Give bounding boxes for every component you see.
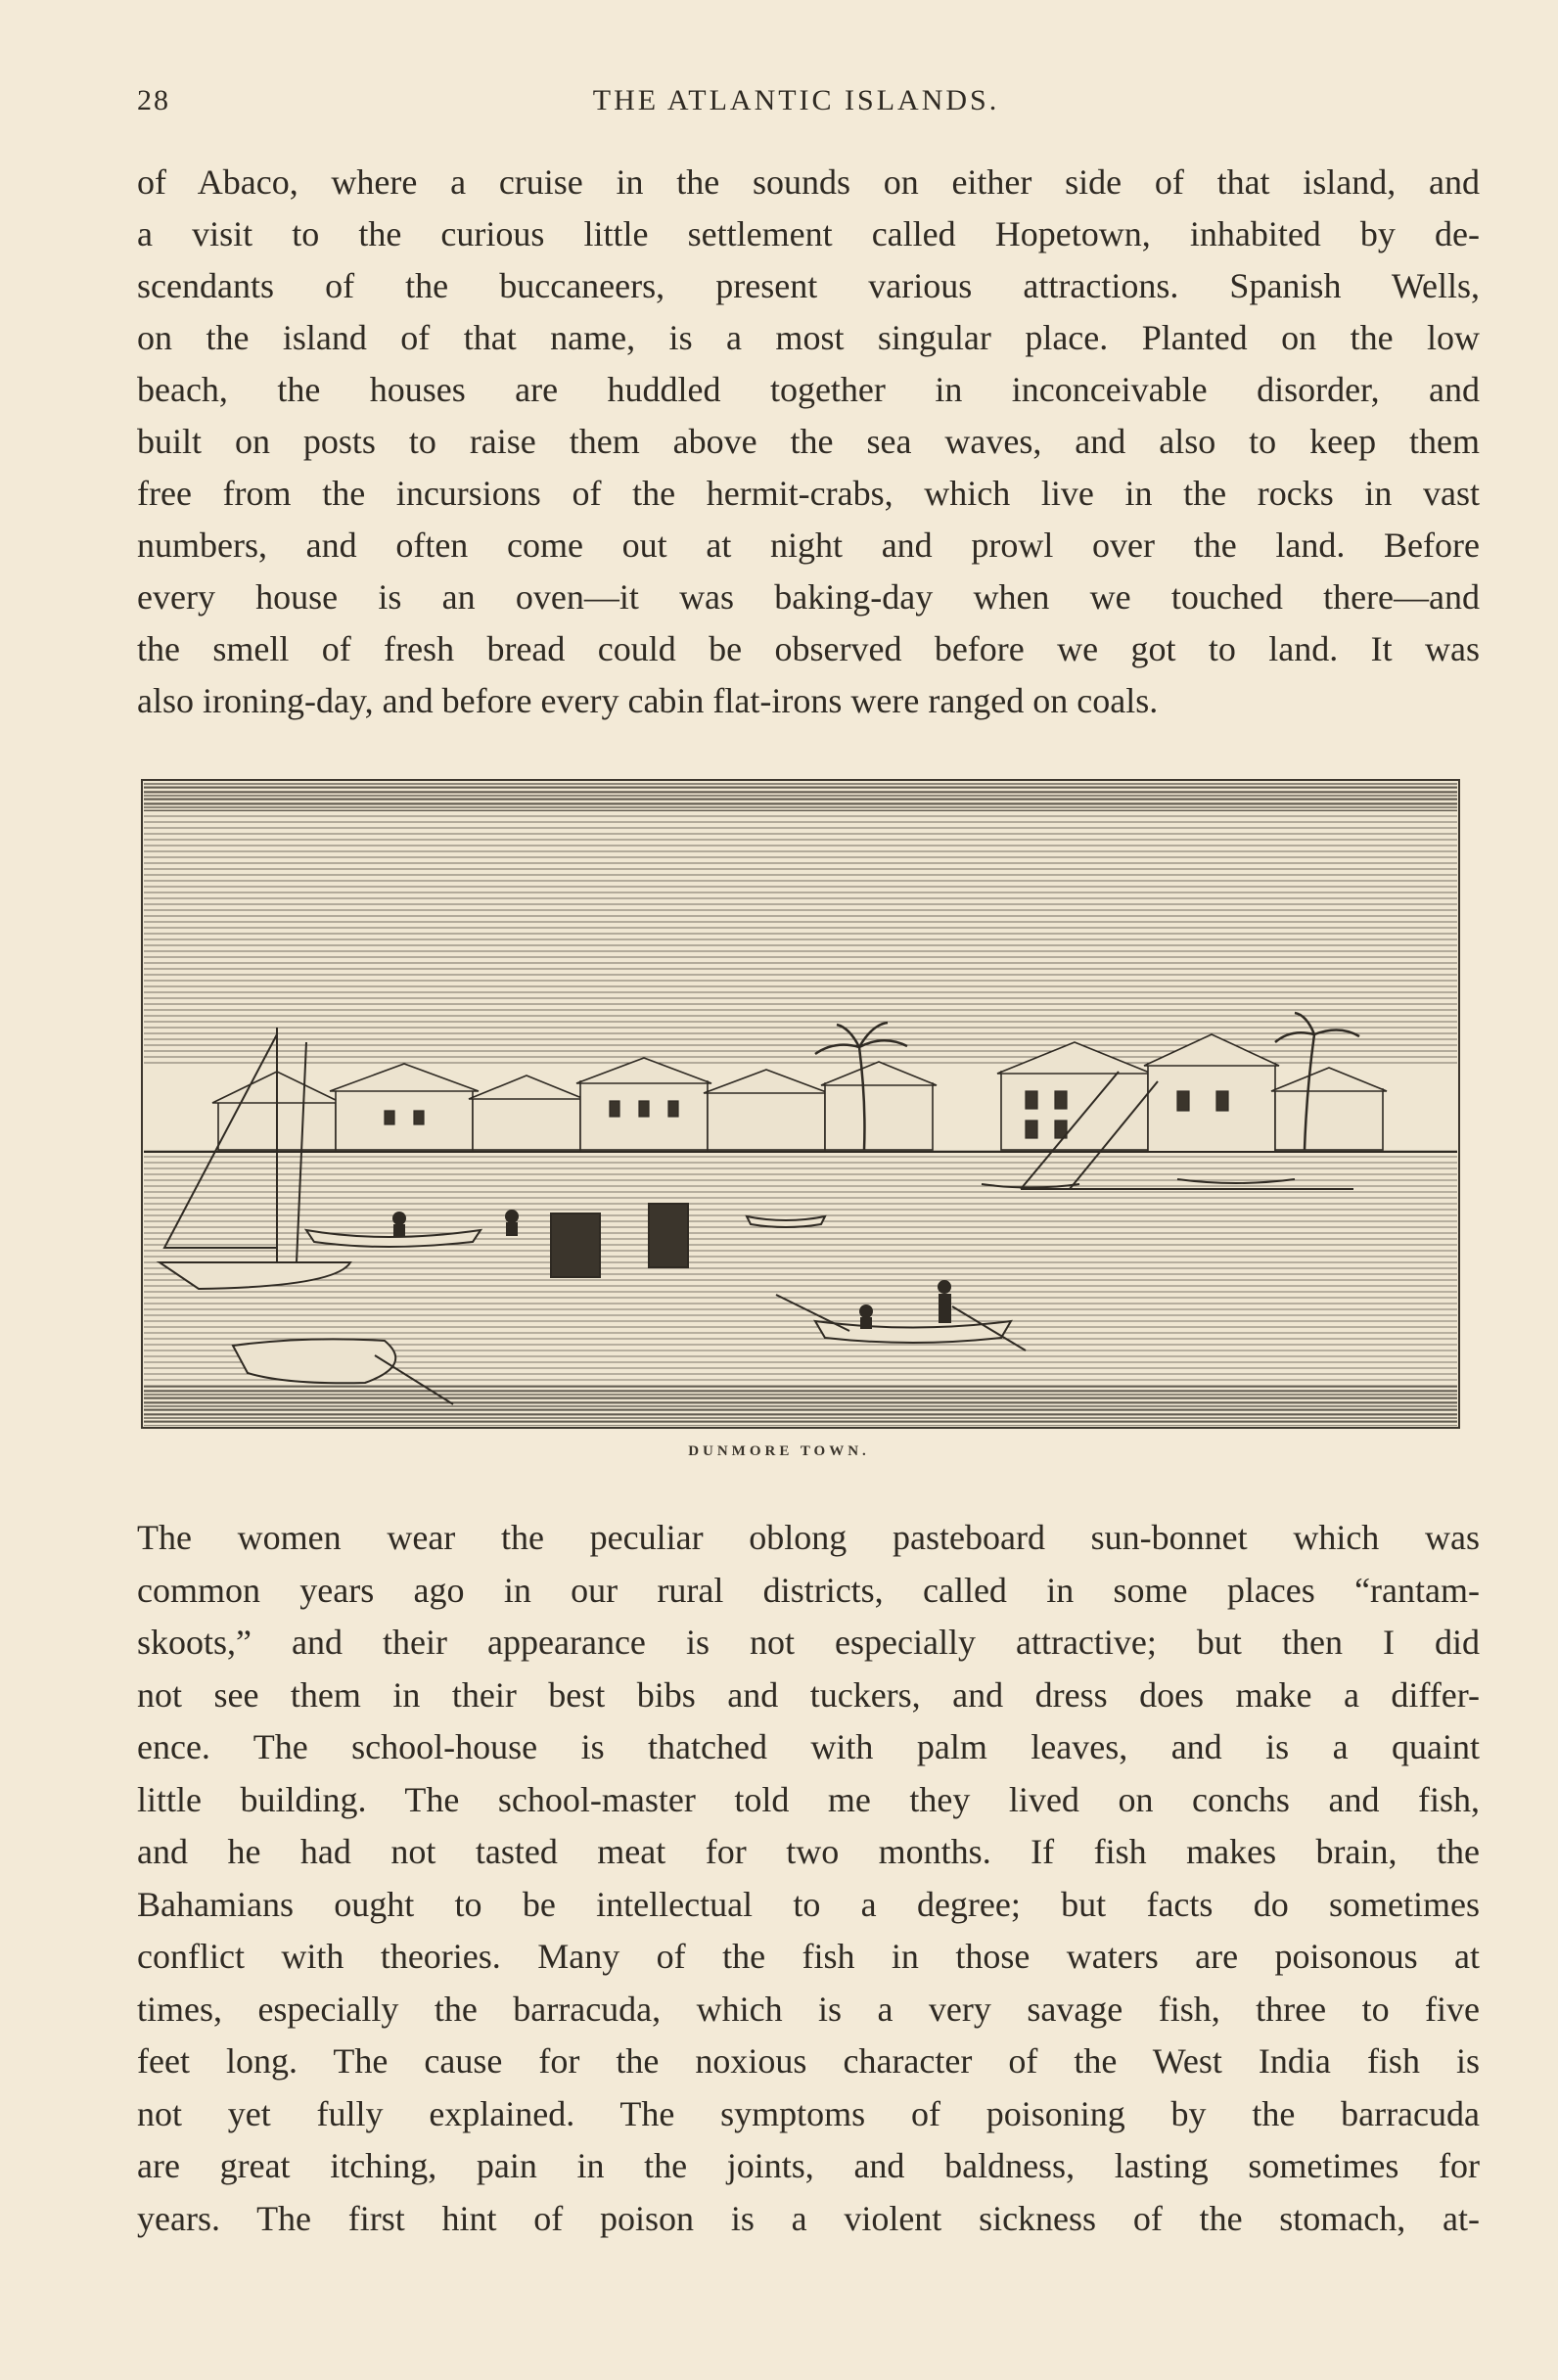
text-line: a visit to the curious little settlement called Hopetown, inhabited by de- bbox=[137, 214, 1480, 253]
text-line: the smell of fresh bread could be observed before we got to land. It was bbox=[137, 629, 1480, 668]
top-paragraph bbox=[137, 157, 1480, 727]
running-head bbox=[137, 84, 1455, 127]
running-title: THE ATLANTIC ISLANDS. bbox=[592, 84, 1000, 116]
text-line: little building. The school-master told me they lived on conchs and fish, bbox=[137, 1779, 1480, 1819]
text-line: common years ago in our rural districts, called in some places “rantam- bbox=[137, 1570, 1480, 1610]
figure-caption: DUNMORE TOWN. bbox=[688, 1443, 870, 1459]
text-line: not see them in their best bibs and tuckers, and dress does make a differ- bbox=[137, 1674, 1480, 1715]
text-line: of Abaco, where a cruise in the sounds on either side of that island, and bbox=[137, 162, 1480, 202]
harbour-engraving bbox=[140, 778, 1461, 1434]
text-line: conflict with theories. Many of the fish in those waters are poisonous at bbox=[137, 1937, 1480, 1976]
text-line: every house is an oven—it was baking-day when we touched there—and bbox=[137, 577, 1480, 617]
text-line: and he had not tasted meat for two months. If fish makes brain, the bbox=[137, 1832, 1480, 1871]
text-line: on the island of that name, is a most singular place. Planted on the low bbox=[137, 318, 1480, 357]
text-line: numbers, and often come out at night and prowl over the land. Before bbox=[137, 526, 1480, 565]
text-line: not yet fully explained. The symptoms of poisoning by the barracuda bbox=[137, 2093, 1480, 2133]
text-line: Bahamians ought to be intellectual to a degree; but facts do sometimes bbox=[137, 1884, 1480, 1924]
bottom-paragraph bbox=[137, 1512, 1480, 2245]
text-line: The women wear the peculiar oblong pasteboard sun-bonnet which was bbox=[137, 1518, 1480, 1557]
engraving-dunmore-town bbox=[140, 778, 1461, 1434]
text-line: built on posts to raise them above the sea waves, and also to keep them bbox=[137, 422, 1480, 461]
text-line: ence. The school-house is thatched with palm leaves, and is a quaint bbox=[137, 1727, 1480, 1766]
text-line: beach, the houses are huddled together in inconceivable disorder, and bbox=[137, 370, 1480, 409]
text-line: free from the incursions of the hermit-crabs, which live in the rocks in vast bbox=[137, 474, 1480, 513]
page-number: 28 bbox=[137, 84, 170, 116]
text-line: skoots,” and their appearance is not especially attractive; but then I did bbox=[137, 1623, 1480, 1662]
text-line: also ironing-day, and before every cabin flat-irons were ranged on coals. bbox=[137, 681, 1159, 720]
text-line: feet long. The cause for the noxious character of the West India fish is bbox=[137, 2041, 1480, 2081]
text-line: years. The first hint of poison is a violent sickness of the stomach, at- bbox=[137, 2198, 1480, 2238]
text-line: are great itching, pain in the joints, and baldness, lasting sometimes for bbox=[137, 2146, 1480, 2185]
text-line: scendants of the buccaneers, present various attractions. Spanish Wells, bbox=[137, 266, 1480, 305]
text-line: times, especially the barracuda, which is a very savage fish, three to five bbox=[137, 1989, 1480, 2029]
